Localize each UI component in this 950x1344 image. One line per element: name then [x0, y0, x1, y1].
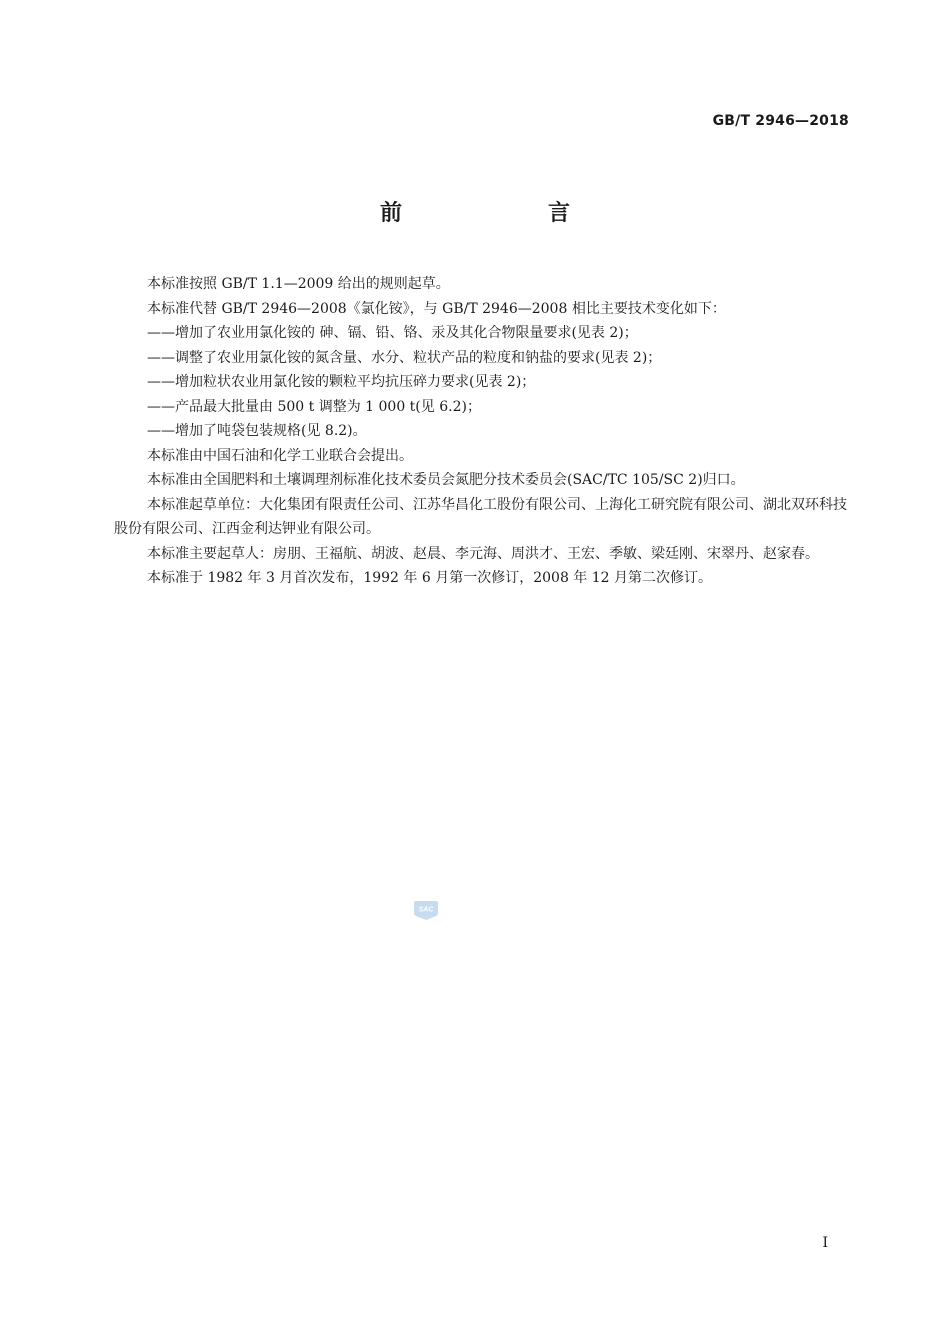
paragraph-proposed-by: 本标准由中国石油和化学工业联合会提出。 [147, 447, 413, 464]
page-number: I [822, 1235, 828, 1251]
paragraph-drafting-units: 本标准起草单位：大化集团有限责任公司、江苏华昌化工股份有限公司、上海化工研究院有限公司、湖北双环科技股份有限公司、江西金利达钾业有限公司。 [114, 496, 847, 537]
paragraph-drafters: 本标准主要起草人：房朋、王福航、胡波、赵晨、李元海、周洪才、王宏、季敏、梁廷刚、宋翠丹、赵家春。 [147, 545, 819, 562]
change-item: ——产品最大批量由 500 t 调整为 1 000 t(见 6.2)； [147, 398, 481, 415]
change-item: ——调整了农业用氯化铵的氮含量、水分、粒状产品的粒度和钠盐的要求(见表 2)； [147, 349, 662, 366]
page-title: 前 言 [379, 201, 632, 226]
svg-text:SAC: SAC [418, 906, 434, 914]
paragraph-drafting-rules: 本标准按照 GB/T 1.1—2009 给出的规则起草。 [147, 276, 450, 292]
change-item: ——增加了农业用氯化铵的 砷、镉、铅、铬、汞及其化合物限量要求(见表 2)； [147, 325, 638, 341]
sac-watermark-icon [413, 899, 439, 921]
change-item: ——增加了吨袋包装规格(见 8.2)。 [147, 423, 367, 439]
standard-code: GB/T 2946—2018 [712, 113, 849, 129]
preface-body [114, 272, 850, 591]
paragraph-history: 本标准于 1982 年 3 月首次发布，1992 年 6 月第一次修订，2008 年 12 月第二次修订。 [147, 570, 713, 586]
paragraph-under-jurisdiction: 本标准由全国肥料和土壤调理剂标准化技术委员会氮肥分技术委员会(SAC/TC 105/SC 2)归口。 [147, 472, 745, 488]
change-item: ——增加粒状农业用氯化铵的颗粒平均抗压碎力要求(见表 2)； [147, 374, 536, 390]
paragraph-replaces: 本标准代替 GB/T 2946—2008《氯化铵》，与 GB/T 2946—2008 相比主要技术变化如下： [147, 300, 726, 317]
